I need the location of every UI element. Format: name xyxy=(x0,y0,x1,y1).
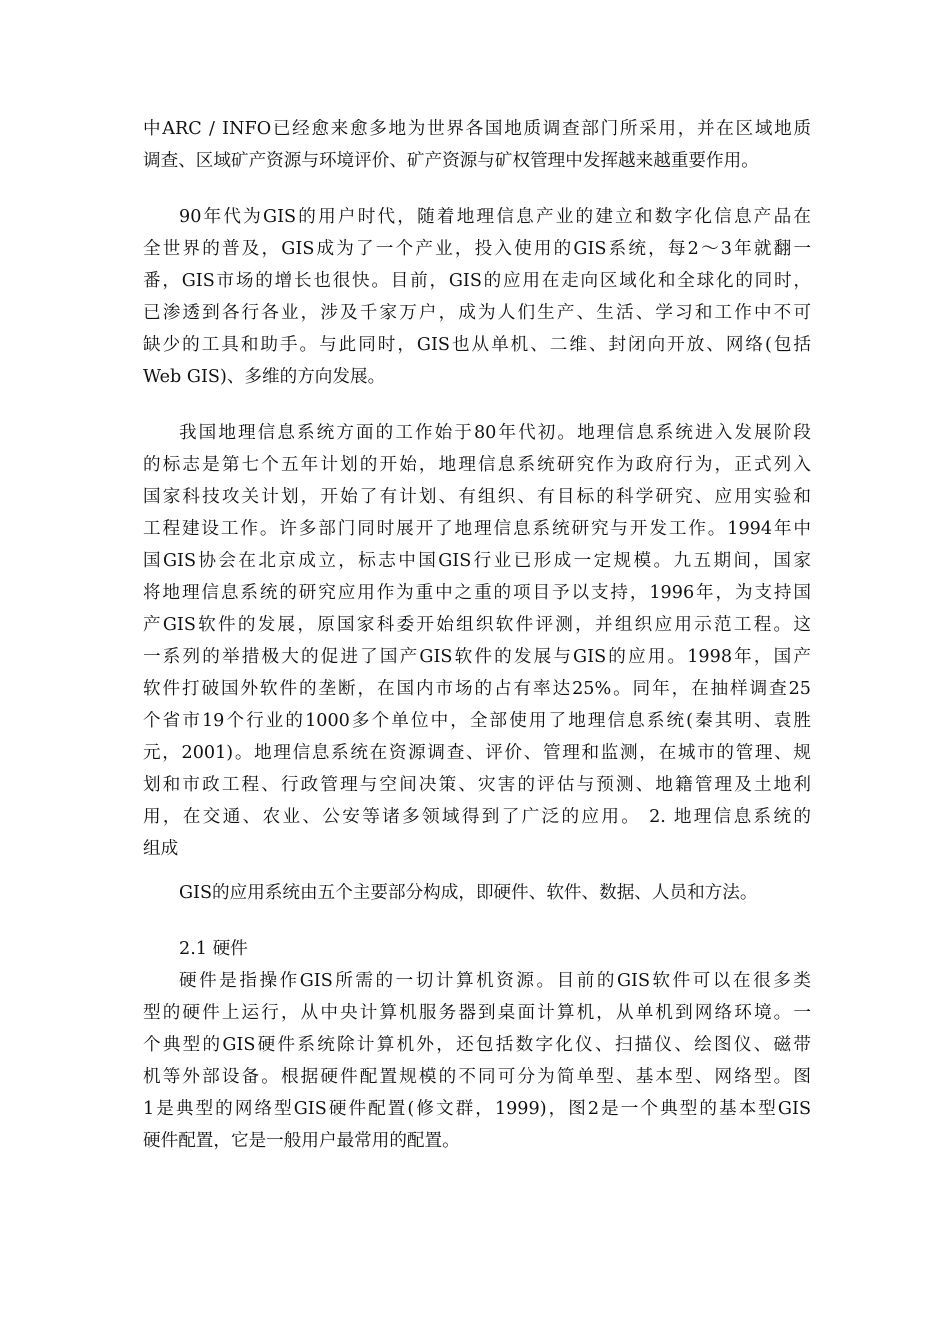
paragraph-arcinfo xyxy=(143,113,811,177)
section-heading-hardware xyxy=(143,933,811,965)
text-line: 组成 xyxy=(143,839,179,859)
text-line: 个省市19个行业的1000多个单位中，全部使用了地理信息系统(秦其明、袁胜 xyxy=(143,711,811,731)
text-line: 1是典型的网络型GIS硬件配置(修文群，1999)，图2是一个典型的基本型GIS xyxy=(143,1099,811,1119)
paragraph-90s xyxy=(143,201,811,393)
text-line: 型的硬件上运行，从中央计算机服务器到桌面计算机，从单机到网络环境。一 xyxy=(143,1003,811,1023)
text-line: 将地理信息系统的研究应用作为重中之重的项目予以支持，1996年，为支持国 xyxy=(143,583,811,603)
text-line: 国GIS协会在北京成立，标志中国GIS行业已形成一定规模。九五期间，国家 xyxy=(143,551,811,571)
text-line: GIS的应用系统由五个主要部分构成，即硬件、软件、数据、人员和方法。 xyxy=(179,883,758,903)
text-line: 元，2001)。地理信息系统在资源调查、评价、管理和监测，在城市的管理、规 xyxy=(143,743,811,763)
text-line: 全世界的普及，GIS成为了一个产业，投入使用的GIS系统，每2～3年就翻一 xyxy=(143,239,811,259)
text-line: 工程建设工作。许多部门同时展开了地理信息系统研究与开发工作。1994年中 xyxy=(143,519,811,539)
text-line: 中ARC / INFO已经愈来愈多地为世界各国地质调查部门所采用，并在区域地质 xyxy=(143,119,811,139)
text-line: 用，在交通、农业、公安等诸多领域得到了广泛的应用。 2. 地理信息系统的 xyxy=(143,807,811,827)
text-line: 缺少的工具和助手。与此同时，GIS也从单机、二维、封闭向开放、网络(包括 xyxy=(143,335,811,355)
text-line: 划和市政工程、行政管理与空间决策、灾害的评估与预测、地籍管理及土地利 xyxy=(143,775,811,795)
text-line: 的标志是第七个五年计划的开始，地理信息系统研究作为政府行为，正式列入 xyxy=(143,455,811,475)
text-line: 个典型的GIS硬件系统除计算机外，还包括数字化仪、扫描仪、绘图仪、磁带 xyxy=(143,1035,811,1055)
text-line: 软件打破国外软件的垄断，在国内市场的占有率达25%。同年，在抽样调查25 xyxy=(143,679,811,699)
text-line: 我国地理信息系统方面的工作始于80年代初。地理信息系统进入发展阶段 xyxy=(179,423,811,443)
section-heading: 2.1 硬件 xyxy=(179,939,248,959)
text-line: 硬件配置，它是一般用户最常用的配置。 xyxy=(143,1131,460,1151)
text-line: 调查、区域矿产资源与环境评价、矿产资源与矿权管理中发挥越来越重要作用。 xyxy=(143,151,759,171)
text-line: 番，GIS市场的增长也很快。目前，GIS的应用在走向区域化和全球化的同时， xyxy=(143,271,811,291)
text-line: 产GIS软件的发展，原国家科委开始组织软件评测，并组织应用示范工程。这 xyxy=(143,615,811,635)
text-line: 国家科技攻关计划，开始了有计划、有组织、有目标的科学研究、应用实验和 xyxy=(143,487,811,507)
text-line: 90年代为GIS的用户时代，随着地理信息产业的建立和数字化信息产品在 xyxy=(179,207,811,227)
paragraph-hardware xyxy=(143,965,811,1157)
text-line: 已渗透到各行各业，涉及千家万户，成为人们生产、生活、学习和工作中不可 xyxy=(143,303,811,323)
text-line: 一系列的举措极大的促进了国产GIS软件的发展与GIS的应用。1998年，国产 xyxy=(143,647,811,667)
text-line: 机等外部设备。根据硬件配置规模的不同可分为简单型、基本型、网络型。图 xyxy=(143,1067,811,1087)
paragraph-china-gis xyxy=(143,417,811,865)
paragraph-components xyxy=(143,877,811,909)
text-line: Web GIS)、多维的方向发展。 xyxy=(143,367,386,387)
text-line: 硬件是指操作GIS所需的一切计算机资源。目前的GIS软件可以在很多类 xyxy=(179,971,811,991)
